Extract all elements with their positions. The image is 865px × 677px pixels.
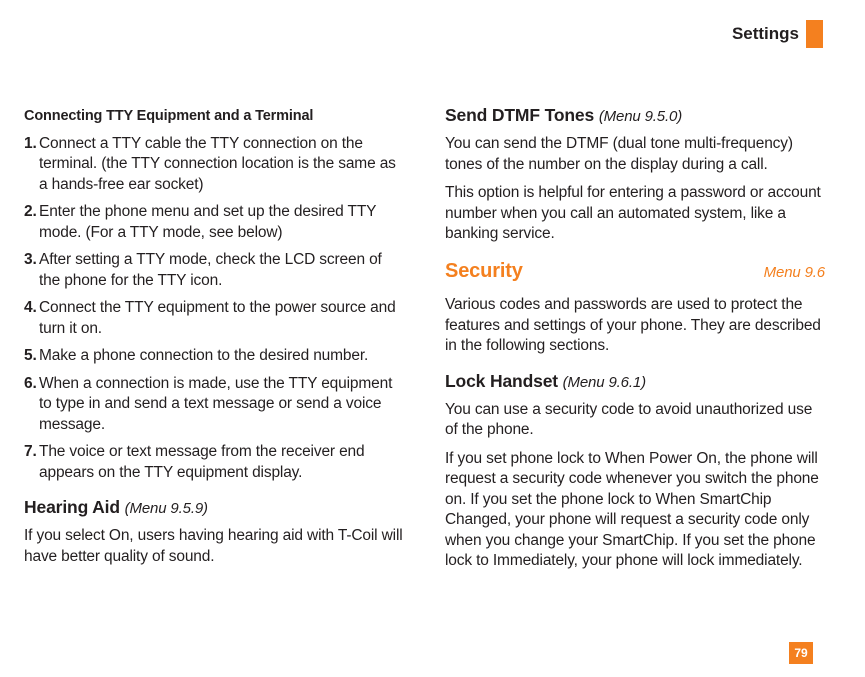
step-number: 4. (24, 299, 37, 316)
step-text: The voice or text message from the receiver end appears on the TTY equipment display. (39, 443, 365, 481)
security-description: Various codes and passwords are used to protect the features and settings of your phone. They are described in the following sections. (445, 296, 821, 354)
step-text: Make a phone connection to the desired number. (39, 347, 369, 364)
step-text: After setting a TTY mode, check the LCD screen of the phone for the TTY icon. (39, 251, 382, 289)
hearing-aid-menu-ref: (Menu 9.5.9) (124, 500, 208, 517)
tty-steps-list (24, 134, 406, 484)
hearing-aid-title: Hearing Aid (24, 497, 120, 517)
list-item (24, 134, 406, 196)
list-item (24, 442, 406, 483)
hearing-aid-heading (24, 496, 406, 520)
lock-handset-paragraph-1: You can use a security code to avoid unauthorized use of the phone. (445, 400, 813, 438)
step-text: Connect a TTY cable the TTY connection on the terminal. (the TTY connection location is the same as a hands-free ear socket) (39, 134, 396, 193)
step-number: 3. (24, 251, 37, 268)
hearing-aid-text: If you select On, users having hearing aid with T-Coil will have better quality of sound. (24, 527, 403, 565)
tty-heading: Connecting TTY Equipment and a Terminal (24, 108, 314, 124)
step-text: When a connection is made, use the TTY equipment to type in and send a text message or send a voice message. (39, 374, 393, 433)
left-column (24, 104, 406, 575)
list-item (24, 298, 406, 339)
list-item (24, 250, 406, 291)
dtmf-paragraph-1: You can send the DTMF (dual tone multi-frequency) tones of the number on the display during a call. (445, 135, 793, 173)
right-column (445, 104, 825, 580)
security-section-heading (445, 261, 825, 284)
security-title: Security (445, 259, 523, 282)
dtmf-menu-ref: (Menu 9.5.0) (598, 108, 683, 125)
list-item (24, 346, 406, 367)
step-text: Enter the phone menu and set up the desired TTY mode. (For a TTY mode, see below) (39, 203, 377, 241)
dtmf-paragraph-2: This option is helpful for entering a password or account number when you call an automated system, like a banking service. (445, 184, 821, 242)
dtmf-title: Send DTMF Tones (445, 105, 595, 125)
lock-handset-paragraph-2: If you set phone lock to When Power On, the phone will request a security code whenever you switch the phone on. If you set the phone lock to When SmartChip Changed, your phone will request a security code only when you change your SmartChip. If you set the phone lock to Immediately, your phone will lock immediately. (445, 449, 819, 569)
step-number: 7. (24, 443, 37, 460)
step-text: Connect the TTY equipment to the power source and turn it on. (39, 299, 396, 337)
list-item (24, 374, 406, 436)
dtmf-heading (445, 104, 825, 128)
security-menu-ref: Menu 9.6 (763, 263, 825, 281)
list-item (24, 202, 406, 243)
page-header-title: Settings (731, 24, 799, 43)
step-number: 1. (24, 134, 37, 152)
lock-handset-heading (445, 370, 825, 394)
step-number: 2. (24, 203, 37, 220)
lock-handset-title: Lock Handset (445, 370, 558, 391)
header-accent-tab (806, 20, 823, 48)
lock-handset-menu-ref: (Menu 9.6.1) (562, 373, 646, 391)
step-number: 5. (24, 347, 37, 364)
step-number: 6. (24, 374, 37, 392)
page-number-badge: 79 (789, 642, 813, 664)
